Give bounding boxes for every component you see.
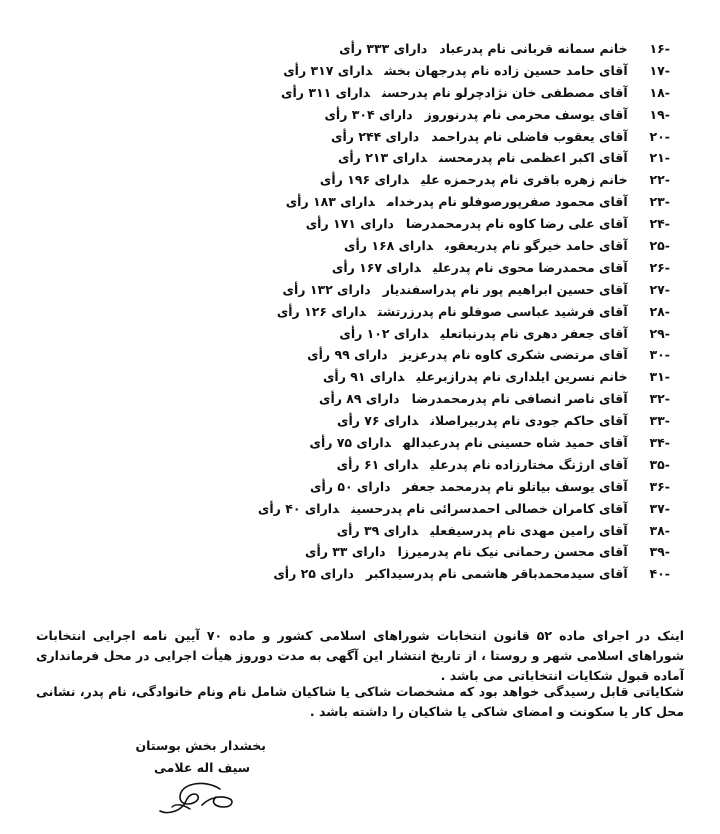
candidate-name: خانم زهره باقری نام پدرحمزه علی: [420, 172, 628, 188]
vote-count: دارای ۷۶ رأی: [336, 413, 419, 429]
vote-count: دارای ۱۹۶ رأی: [319, 172, 409, 188]
item-number: -۴۰: [649, 566, 670, 582]
list-item: [250, 520, 670, 542]
signatory-name: سیف اله علامی: [154, 760, 250, 775]
candidate-name: آقای کامران خصالی احمدسرائی نام پدرحسین: [351, 500, 628, 516]
item-number: -۲۰: [649, 128, 670, 144]
vote-count: دارای ۱۰۲ رأی: [339, 325, 429, 341]
list-item: [250, 82, 670, 104]
candidate-name: آقای مصطفی خان نژادچرلو نام پدرحسن: [382, 84, 628, 100]
vote-count: دارای ۸۹ رأی: [319, 391, 400, 407]
item-number: -۳۹: [649, 544, 670, 560]
item-number: -۲۴: [649, 216, 670, 232]
list-item: [250, 257, 670, 279]
candidate-name: آقای محمود صفرپورصوفلو نام پدرخدام: [386, 194, 628, 210]
vote-count: دارای ۱۲۶ رأی: [276, 303, 366, 319]
item-number: -۲۱: [649, 150, 670, 166]
item-number: -۳۸: [649, 522, 670, 538]
candidate-name: آقای حمید شاه حسینی نام پدرعبداله: [402, 435, 628, 451]
candidate-name: خانم سمانه قربانی نام پدرعباد: [439, 41, 628, 56]
list-item: [250, 563, 670, 585]
vote-count: دارای ۳۰۴ رأی: [324, 106, 413, 122]
vote-count: دارای ۲۱۳ رأی: [337, 150, 427, 166]
vote-count: دارای ۳۳ رأی: [305, 544, 386, 560]
list-item: [250, 476, 670, 498]
list-item: [250, 323, 670, 345]
item-number: -۱۷: [649, 62, 670, 78]
vote-count: دارای ۱۶۷ رأی: [331, 259, 421, 275]
item-number: -۳۵: [649, 456, 670, 472]
candidate-name: آقای فرشید عباسی صوفلو نام پدرزرتشت: [377, 303, 628, 319]
list-item: [250, 541, 670, 563]
list-item: [250, 388, 670, 410]
candidate-name: آقای محمدرضا محوی نام پدرعلی: [432, 259, 628, 275]
complaint-conditions-paragraph: شکایاتی قابل رسیدگی خواهد بود که مشخصات شاکی یا شاکیان شامل نام ونام خانوادگی، نام پدر، نشانی محل کار یا سکونت و امضای شاکی یا شاکیان را داشته باشد .: [36, 684, 684, 719]
candidate-name: آقای ناصر انصافی نام پدرمحمدرضا: [411, 391, 628, 407]
handwritten-signature: [150, 775, 240, 823]
item-number: -۳۰: [649, 347, 670, 363]
announcement-paragraph: اینک در اجرای ماده ۵۲ قانون انتخابات شوراهای اسلامی کشور و ماده ۷۰ آیین نامه اجرایی انتخابات شوراهای اسلامی شهر و روستا ، از تاریخ انتشار این آگهی به مدت دوروز هیأت اجرایی در محل فرمانداری آماده قبول شکایات انتخاباتی می باشد .: [36, 628, 684, 683]
list-item: [250, 498, 670, 520]
list-item: [250, 301, 670, 323]
candidate-name: آقای حسین ابراهیم پور نام پدراسفندیار: [382, 281, 628, 297]
candidate-name: آقای حامد خیرگو نام پدریعقوب: [445, 238, 628, 254]
candidate-name: آقای یوسف محرمی نام پدرنوروز: [424, 106, 628, 122]
item-number: -۳۷: [649, 500, 670, 516]
item-number: -۱۸: [649, 84, 670, 100]
vote-count: دارای ۲۵ رأی: [273, 566, 354, 582]
candidate-name: آقای یوسف بیاتلو نام پدرمحمد جعفر: [402, 478, 628, 494]
vote-count: دارای ۳۱۱ رأی: [281, 84, 371, 100]
vote-count: دارای ۱۶۸ رأی: [344, 238, 434, 254]
vote-count: دارای ۴۰ رأی: [257, 500, 340, 516]
vote-count: دارای ۱۸۳ رأی: [285, 194, 375, 210]
item-number: -۱۶: [649, 41, 670, 56]
vote-count: دارای ۳۳۳ رأی: [339, 41, 428, 56]
candidate-name: آقای رامین مهدی نام پدرسیفعلی: [430, 522, 628, 538]
item-number: -۲۷: [649, 281, 670, 297]
vote-count: دارای ۱۷۱ رأی: [305, 216, 394, 232]
item-number: -۲۹: [649, 325, 670, 341]
item-number: -۳۲: [649, 391, 670, 407]
vote-count: دارای ۳۹ رأی: [336, 522, 419, 538]
candidate-name: آقای اکبر اعظمی نام پدرمحسن: [438, 150, 628, 166]
candidate-name: خانم نسرین ایلداری نام پدرازبرعلی: [416, 369, 628, 385]
vote-count: دارای ۲۴۴ رأی: [331, 128, 420, 144]
candidate-list: [250, 38, 670, 585]
candidate-name: آقای حاکم جودی نام پدربیراصلان: [430, 413, 628, 429]
item-number: -۲۶: [649, 259, 670, 275]
list-item: [250, 344, 670, 366]
list-item: [250, 191, 670, 213]
item-number: -۳۳: [649, 413, 670, 429]
vote-count: دارای ۵۰ رأی: [310, 478, 391, 494]
item-number: -۲۳: [649, 194, 670, 210]
list-item: [250, 213, 670, 235]
vote-count: دارای ۶۱ رأی: [336, 456, 419, 472]
list-item: [250, 366, 670, 388]
list-item: [250, 235, 670, 257]
vote-count: دارای ۱۳۲ رأی: [282, 281, 371, 297]
vote-count: دارای ۷۵ رأی: [309, 435, 391, 451]
item-number: -۲۵: [649, 238, 670, 254]
candidate-name: آقای محسن رحمانی نیک نام پدرمیرزا: [397, 544, 628, 560]
list-item: [250, 60, 670, 82]
candidate-name: آقای علی رضا کاوه نام پدرمحمدرضا: [405, 216, 628, 232]
candidate-name: آقای مرتضی شکری کاوه نام پدرعزیز: [399, 347, 628, 363]
candidate-name: آقای ارژنگ مختارزاده نام پدرعلی: [430, 456, 628, 472]
item-number: -۳۶: [649, 478, 670, 494]
vote-count: دارای ۳۱۷ رأی: [283, 62, 373, 78]
list-item: [250, 147, 670, 169]
list-item: [250, 410, 670, 432]
candidate-name: آقای سیدمحمدباقر هاشمی نام پدرسیداکبر: [365, 566, 628, 582]
list-item: [250, 104, 670, 126]
list-item: [250, 279, 670, 301]
list-item: [250, 126, 670, 148]
candidate-name: آقای جعفر دهری نام پدرنباتعلی: [440, 325, 628, 341]
item-number: -۲۲: [649, 172, 670, 188]
vote-count: دارای ۹۹ رأی: [307, 347, 388, 363]
item-number: -۳۱: [649, 369, 670, 385]
list-item: [250, 38, 670, 60]
item-number: -۲۸: [649, 303, 670, 319]
item-number: -۳۴: [649, 435, 670, 451]
list-item: [250, 169, 670, 191]
list-item: [250, 454, 670, 476]
signatory-title: بخشدار بخش بوستان: [135, 738, 266, 753]
vote-count: دارای ۹۱ رأی: [322, 369, 405, 385]
candidate-name: آقای یعقوب فاضلی نام پدراحمد: [431, 128, 628, 144]
candidate-name: آقای حامد حسین زاده نام پدرجهان بخش: [384, 62, 628, 78]
list-item: [250, 432, 670, 454]
item-number: -۱۹: [649, 106, 670, 122]
